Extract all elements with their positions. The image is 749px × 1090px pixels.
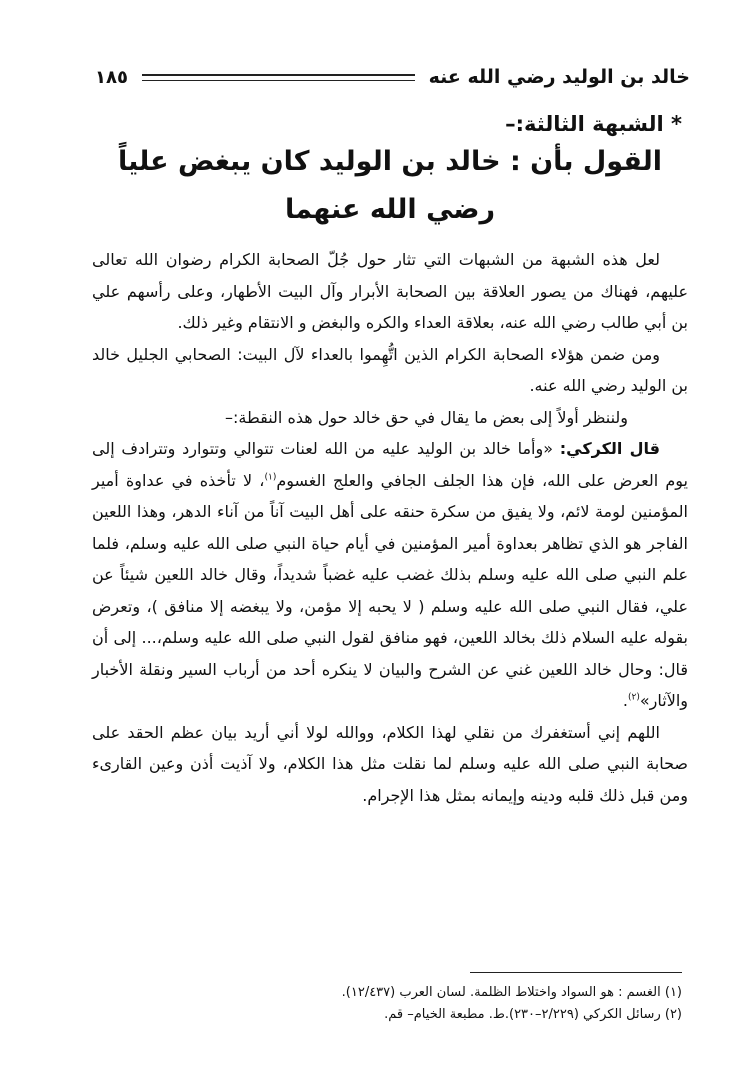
footnote-2: (٢) رسائل الكركي (٢/٢٢٩–٢٣٠).ط. مطبعة الخيام– قم. xyxy=(384,1007,682,1022)
paragraph-karaki-quote xyxy=(92,433,688,717)
quote-text-part-1: «وأما خالد بن الوليد عليه من الله لعنات تتوالي وتتوارد وتترادف إلى يوم العرض على الله، فإن هذا الجلف الجافي والعلج الغسوم xyxy=(92,439,689,490)
footnote-ref-2[interactable]: (٢) xyxy=(627,692,640,703)
page-number: ١٨٥ xyxy=(95,66,128,88)
section-label: * الشبهة الثالثة:– xyxy=(505,112,682,136)
footnotes xyxy=(150,982,682,1026)
footnote-ref-1[interactable]: (١) xyxy=(264,472,277,483)
running-header xyxy=(95,62,690,92)
chapter-title-line-1: القول بأن : خالد بن الوليد كان يبغض علياً xyxy=(117,146,663,177)
footnote-1: (١) الغسم : هو السواد واختلاط الظلمة. لسان العرب (١٢/٤٣٧). xyxy=(341,985,682,1000)
running-title: خالد بن الوليد رضي الله عنه xyxy=(428,66,690,88)
paragraph-companions: ومن ضمن هؤلاء الصحابة الكرام الذين اتُّهِموا بالعداء لآل البيت: الصحابي الجليل خالد بن الوليد رضي الله عنه. xyxy=(92,344,688,395)
paragraph-closing: اللهم إني أستغفرك من نقلي لهذا الكلام، ووالله لولا أني أريد بيان عظم الحقد على صحابة النبي صلى الله عليه وسلم لما نقلت مثل هذا الكلام، ولا آذيت أذن وعين القارىء ومن قبل ذلك قلبه ودينه وإيمانه بمثل هذا الإجرام. xyxy=(92,722,688,805)
paragraph-intro: لعل هذه الشبهة من الشبهات التي تثار حول جُلّ الصحابة الكرام رضوان الله تعالى عليهم، فهناك من يصور العلاقة بين الصحابة الأبرار وآل البيت الأطهار، وعلى رأسهم علي بن أبي طالب رضي الله عنه، بعلاقة العداء والكره والبغض و الانتقام وغير ذلك. xyxy=(92,250,688,332)
quote-end: . xyxy=(622,691,628,710)
header-rule xyxy=(142,74,415,81)
page-content xyxy=(92,112,688,811)
chapter-title-line-2: رضي الله عنهما xyxy=(284,194,496,225)
quote-speaker: قال الكركي: xyxy=(559,439,660,458)
chapter-title xyxy=(92,138,688,234)
paragraph-lets-look: ولننظر أولاً إلى بعض ما يقال في حق خالد حول هذه النقطة:– xyxy=(225,407,628,427)
footnote-rule xyxy=(470,972,682,973)
quote-text-part-2: ، لا تأخذه في عداوة أمير المؤمنين لومة لائم، ولا يفيق من سكرة حنقه على أهل البيت آناً من آناء الدهر، وهذا اللعين الفاجر هو الذي تظاهر بعداوة أمير المؤمنين في أيام حياة النبي صلى الله عليه وسلم، فلما علم النبي صلى الله عليه وسلم بذلك غضب عليه غضباً شديداً، وقال خالد اللعين شيئاً عن علي، فقال النبي صلى الله عليه وسلم ( لا يحبه إلا مؤمن، ولا يبغضه إلا منافق )، وتعرض بقوله عليه السلام ذلك بخالد اللعين، فهو منافق لقول النبي صلى الله عليه وسلم،... إلى أن قال: وحال خالد اللعين غني عن الشرح والبيان لا ينكره أحد من أرباب السير ونقلة الأخبار والآثار» xyxy=(92,470,688,710)
